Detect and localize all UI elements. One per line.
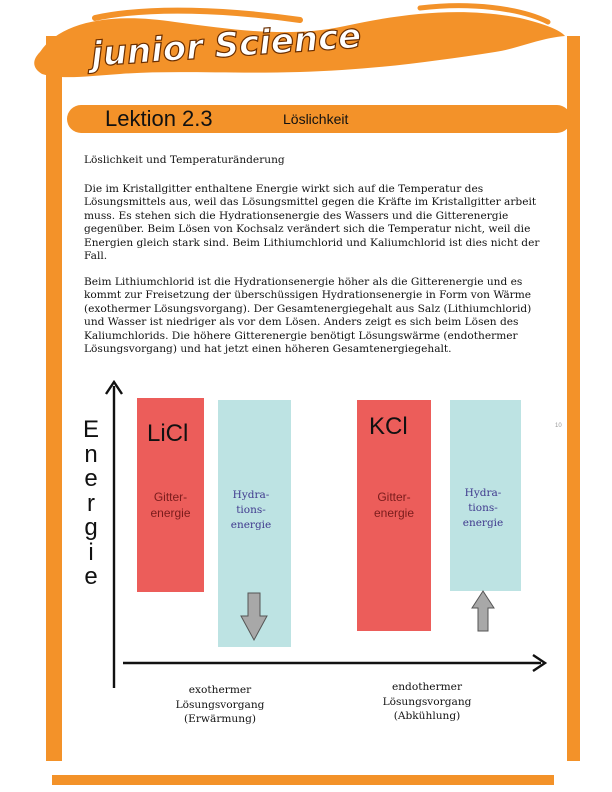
y-axis-label-text: [80, 418, 102, 590]
y-axis-label-letter: g: [84, 514, 98, 541]
kcl-hydration-label: Hydra- tions- energie: [462, 487, 504, 529]
right-frame-bar: [567, 36, 580, 761]
kcl-lattice-label: Gitter- energie: [373, 490, 415, 520]
arrow-up-icon: [471, 590, 495, 632]
kcl-label: KCl: [369, 413, 408, 440]
y-axis-label-letter: e: [84, 563, 98, 590]
arrow-down-icon: [240, 592, 268, 642]
y-axis-label-letter: e: [84, 465, 98, 492]
paragraph-1: Die im Kristallgitter enthaltene Energie wirkt sich auf die Temperatur des Lösungsmittels aus, weil das Lösungsmittel gegen die Kräfte im Kristallgitter arbeit muss. Es stehen sich die Hydrationsenergie des Wassers und die Gitterenergie gegenüber. Beim Lösen von Kochsalz verändert sich die Temperatur nicht, weil die Energien gleich stark sind. Beim Lithiumchlorid und Kaliumchlorid ist dies nicht der Fall.: [84, 183, 540, 263]
junior-science-logo: [0, 0, 612, 92]
section-subtitle: Löslichkeit und Temperaturänderung: [84, 154, 285, 166]
y-axis-label-letter: r: [87, 489, 95, 517]
kcl-caption: endothermer Lösungsvorgang (Abkühlung): [382, 681, 472, 722]
licl-lattice-label: Gitter- energie: [150, 490, 191, 520]
logo-text: junior Science: [89, 16, 363, 75]
licl-label: LiCl: [147, 420, 189, 447]
lesson-number: Lektion 2.3: [105, 106, 213, 131]
lesson-title: Löslichkeit: [283, 111, 349, 127]
y-axis-label-letter: E: [82, 416, 99, 443]
page-number: 10: [555, 423, 562, 429]
licl-hydration-label: Hydra- tions- energie: [230, 489, 272, 531]
y-axis-label-letter: n: [84, 440, 98, 468]
licl-caption: exothermer Lösungsvorgang (Erwärmung): [175, 684, 265, 725]
y-axis-label: [80, 418, 102, 590]
y-axis-label-letter: i: [88, 538, 94, 566]
paragraph-2: Beim Lithiumchlorid ist die Hydrationsenergie höher als die Gitterenergie und es kommt zur Freisetzung der überschüssigen Hydrationsenergie in Form von Wärme (exothermer Lösungsvorgang). Der Gesamtenergiegehalt aus Salz (Lithiumchlorid) und Wasser ist niedriger als vor dem Lösen. Anders zeigt es sich beim Lösen des Kaliumchlorids. Die höhere Gitterenergie benötigt Lösungswärme (endothermer Lösungsvorgang) und hat jetzt einen höheren Gesamtenergiegehalt.: [84, 276, 532, 356]
bottom-frame-bar: [52, 775, 554, 785]
left-frame-bar: [46, 36, 62, 761]
